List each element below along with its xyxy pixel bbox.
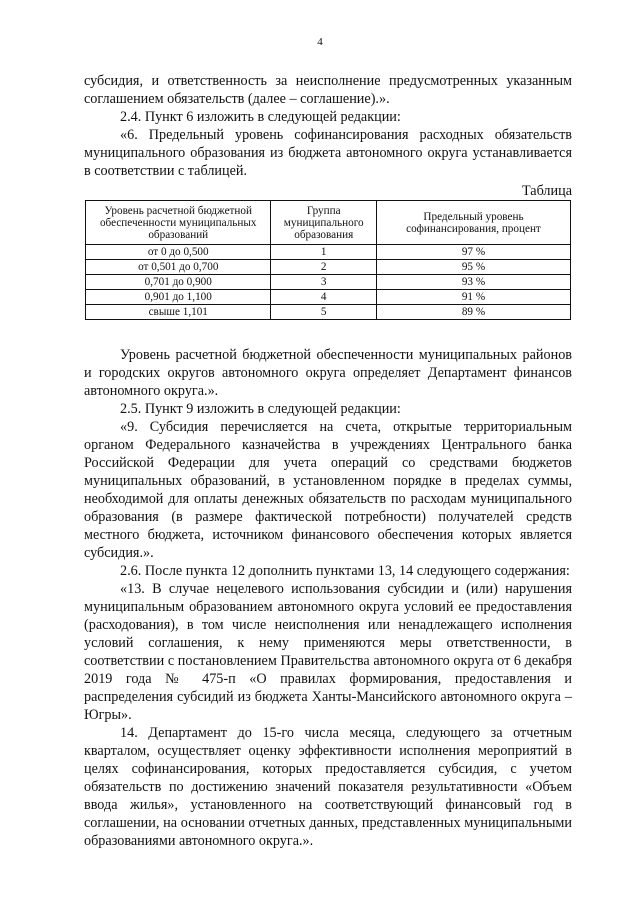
cell-budget-level: 0,901 до 1,100 [86,290,271,305]
table-row [86,275,571,290]
cell-budget-level: от 0,501 до 0,700 [86,260,271,275]
cell-percent: 97 % [376,245,570,260]
table-header-row [86,201,571,245]
table-row [86,305,571,320]
cell-group: 5 [271,305,376,320]
page-number: 4 [317,36,323,48]
table-row [86,245,571,260]
header-group: Группа муниципального образования [271,201,376,245]
header-budget-level: Уровень расчетной бюджетной обеспеченности муниципальных образований [86,201,271,245]
table-caption: Таблица [521,183,572,199]
cell-group: 2 [271,260,376,275]
cell-budget-level: от 0 до 0,500 [86,245,271,260]
cell-percent: 89 % [376,305,570,320]
document-body [84,72,572,850]
paragraph-clause-9: «9. Субсидия перечисляется на счета, открытые территориальным органом Федерального казначейства в учреждениях Центрального банка Российской Федерации для учета операций со средствами бюджетов муниципальных образований, в установленном порядке в пределах суммы, необходимой для оплаты денежных обязательств по расходам муниципального образования (в размере фактической потребности) получателей средств местного бюджета, источником финансового обеспечения которых является субсидия.». [84,419,572,561]
paragraph-continuation: субсидия, и ответственность за неисполнение предусмотренных указанным соглашением обязательств (далее – соглашение).». [84,73,572,107]
cell-group: 4 [271,290,376,305]
cell-budget-level: 0,701 до 0,900 [86,275,271,290]
cell-percent: 91 % [376,290,570,305]
cell-group: 3 [271,275,376,290]
cell-group: 1 [271,245,376,260]
cofinancing-table [85,200,571,320]
cell-percent: 93 % [376,275,570,290]
header-cofinancing-limit: Предельный уровень софинансирования, процент [376,201,570,245]
paragraph-budget-level-note: Уровень расчетной бюджетной обеспеченности муниципальных районов и городских округов автономного округа определяет Департамент финансов автономного округа.». [84,347,572,399]
cell-budget-level: свыше 1,101 [86,305,271,320]
paragraph-item-2-6: 2.6. После пункта 12 дополнить пунктами 13, 14 следующего содержания: [120,563,570,579]
paragraph-clause-6: «6. Предельный уровень софинансирования расходных обязательств муниципального образования из бюджета автономного округа устанавливается в соответствии с таблицей. [84,127,572,179]
cell-percent: 95 % [376,260,570,275]
paragraph-clause-13: «13. В случае нецелевого использования субсидии и (или) нарушения муниципальным образованием автономного округа условий ее предоставления (расходования), в том числе неисполнения или ненадлежащего исполнения условий соглашения, к нему применяются меры ответственности, в соответствии с постановлением Правительства автономного округа от 6 декабря 2019 года № 475-п «О правилах формирования, предоставления и распределения субсидий из бюджета Ханты-Мансийского автономного округа – Югры». [84,581,572,723]
table-row [86,260,571,275]
paragraph-item-2-4: 2.4. Пункт 6 изложить в следующей редакции: [120,109,401,125]
table-row [86,290,571,305]
paragraph-clause-14: 14. Департамент до 15-го числа месяца, следующего за отчетным кварталом, осуществляет оценку эффективности исполнения мероприятий в целях софинансирования, которых предоставляется субсидия, с учетом обязательств по достижению значений показателя результативности «Объем ввода жилья», установленного на соответствующий финансовый год в соглашении, на основании отчетных данных, представленных муниципальными образованиями автономного округа.». [84,725,572,849]
paragraph-item-2-5: 2.5. Пункт 9 изложить в следующей редакции: [120,401,401,417]
